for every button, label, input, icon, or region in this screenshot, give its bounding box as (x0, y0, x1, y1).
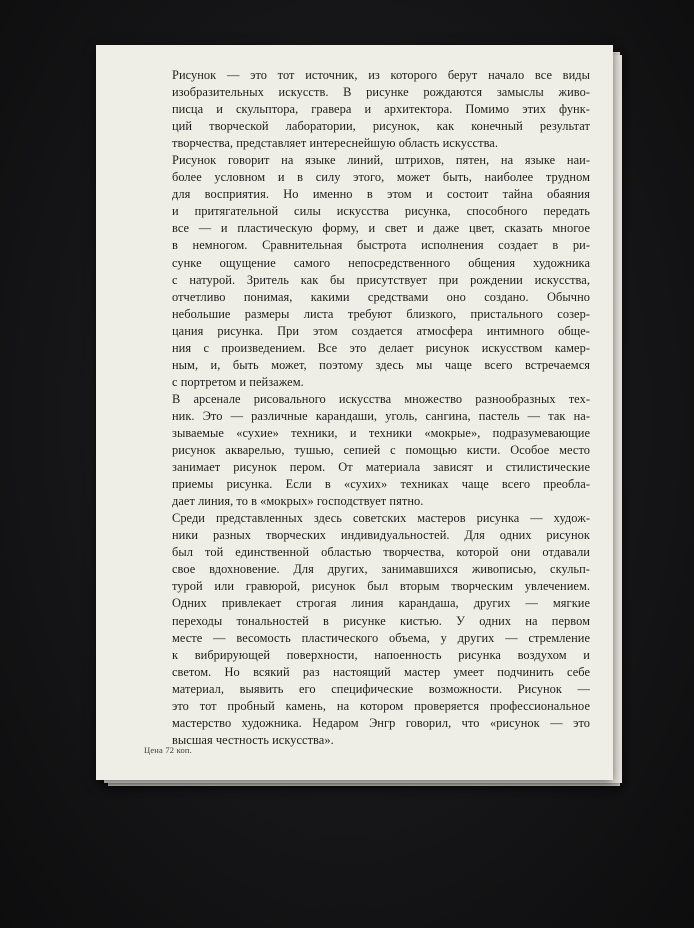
text-line: турой или гравюрой, рисунок был вторым творческим увлечением. (172, 579, 590, 594)
text-line: был той единственной областью творчества, которой они отдавали (172, 545, 590, 560)
text-line: изобразительных искусств. В рисунке рождаются замыслы живо- (172, 85, 590, 100)
text-line: ник. Это — различные карандаши, уголь, сангина, пастель — так на- (172, 408, 590, 423)
text-line: занимает рисунок пером. От материала зависят и стилистические (172, 460, 590, 475)
text-line: В арсенале рисовального искусства множество разнообразных тех- (172, 391, 590, 406)
text-line: к вибрирующей поверхности, напоенность рисунка воздухом и (172, 647, 590, 662)
text-line: месте — весомость пластического объема, у других — стремление (172, 630, 590, 645)
paragraph-4 (172, 510, 590, 749)
text-line: светом. Но всякий раз настоящий мастер умеет подчинить себе (172, 664, 590, 679)
text-line: дает линия, то в «мокрых» господствует пятно. (172, 494, 424, 509)
text-line: и притягательной силы искусства рисунка, способного передать (172, 204, 590, 219)
paragraph-1 (172, 67, 590, 152)
text-line: это тот пробный камень, на котором проверяется профессиональное (172, 698, 590, 713)
text-line: в немногом. Сравнительная быстрота исполнения создает в ри- (172, 238, 590, 253)
text-line: писца и скульптора, гравера и архитектора. Помимо этих функ- (172, 102, 590, 117)
paragraph-3 (172, 391, 590, 510)
page-text (172, 67, 590, 749)
text-line: Рисунок — это тот источник, из которого берут начало все виды (172, 68, 590, 82)
text-line: ным, и, быть может, поэтому здесь мы чаще всего встречаемся (172, 357, 590, 372)
text-line: свое вдохновение. Для других, занимавшихся живописью, скульп- (172, 562, 590, 577)
text-line: ций творческой лаборатории, рисунок, как конечный результат (172, 119, 590, 134)
text-line: Среди представленных здесь советских мастеров рисунка — худож- (172, 511, 590, 526)
text-line: зываемые «сухие» техники, и техники «мокрые», подразумевающие (172, 425, 590, 440)
text-line: сунке ощущение самого непосредственного общения художника (172, 255, 590, 270)
text-line: Рисунок говорит на языке линий, штрихов, пятен, на языке наи- (172, 153, 590, 168)
text-line: отчетливо понимая, какими средствами оно создано. Обычно (172, 289, 590, 304)
text-line: более условном и в силу этого, может быть, наиболее трудном (172, 170, 590, 185)
price-label: Цена 72 коп. (144, 745, 193, 755)
text-line: приемы рисунка. Если в «сухих» техниках чаще всего преобла- (172, 477, 590, 492)
text-line: с натурой. Зритель как бы присутствует при рождении искусства, (172, 272, 590, 287)
printed-page (96, 45, 613, 780)
text-line: творчества, представляет интереснейшую область искусства. (172, 136, 498, 151)
text-line: переходы тональностей в рисунке кистью. У одних на первом (172, 613, 590, 628)
text-line: ния с произведением. Все это делает рисунок искусством камер- (172, 340, 590, 355)
text-line: Одних привлекает строгая линия карандаша, других — мягкие (172, 596, 590, 611)
text-line: небольшие размеры листа требуют близкого, пристального созер- (172, 306, 590, 321)
text-line: мастерство художника. Недаром Энгр говорил, что «рисунок — это (172, 715, 590, 730)
text-line: высшая честность искусства». (172, 732, 334, 747)
text-line: ники разных творческих индивидуальностей. Для одних рисунок (172, 528, 590, 543)
text-line: с портретом и пейзажем. (172, 374, 304, 389)
text-line: материал, выявить его специфические возможности. Рисунок — (172, 681, 590, 696)
text-line: все — и пластическую форму, и свет и даже цвет, сказать многое (172, 221, 590, 236)
text-line: рисунок акварелью, тушью, сепией с помощью кисти. Особое место (172, 443, 590, 458)
text-line: цания рисунка. При этом создается атмосфера интимного обще- (172, 323, 590, 338)
paragraph-2 (172, 152, 590, 391)
text-line: для восприятия. Но именно в этом и состоит тайна обаяния (172, 187, 590, 202)
